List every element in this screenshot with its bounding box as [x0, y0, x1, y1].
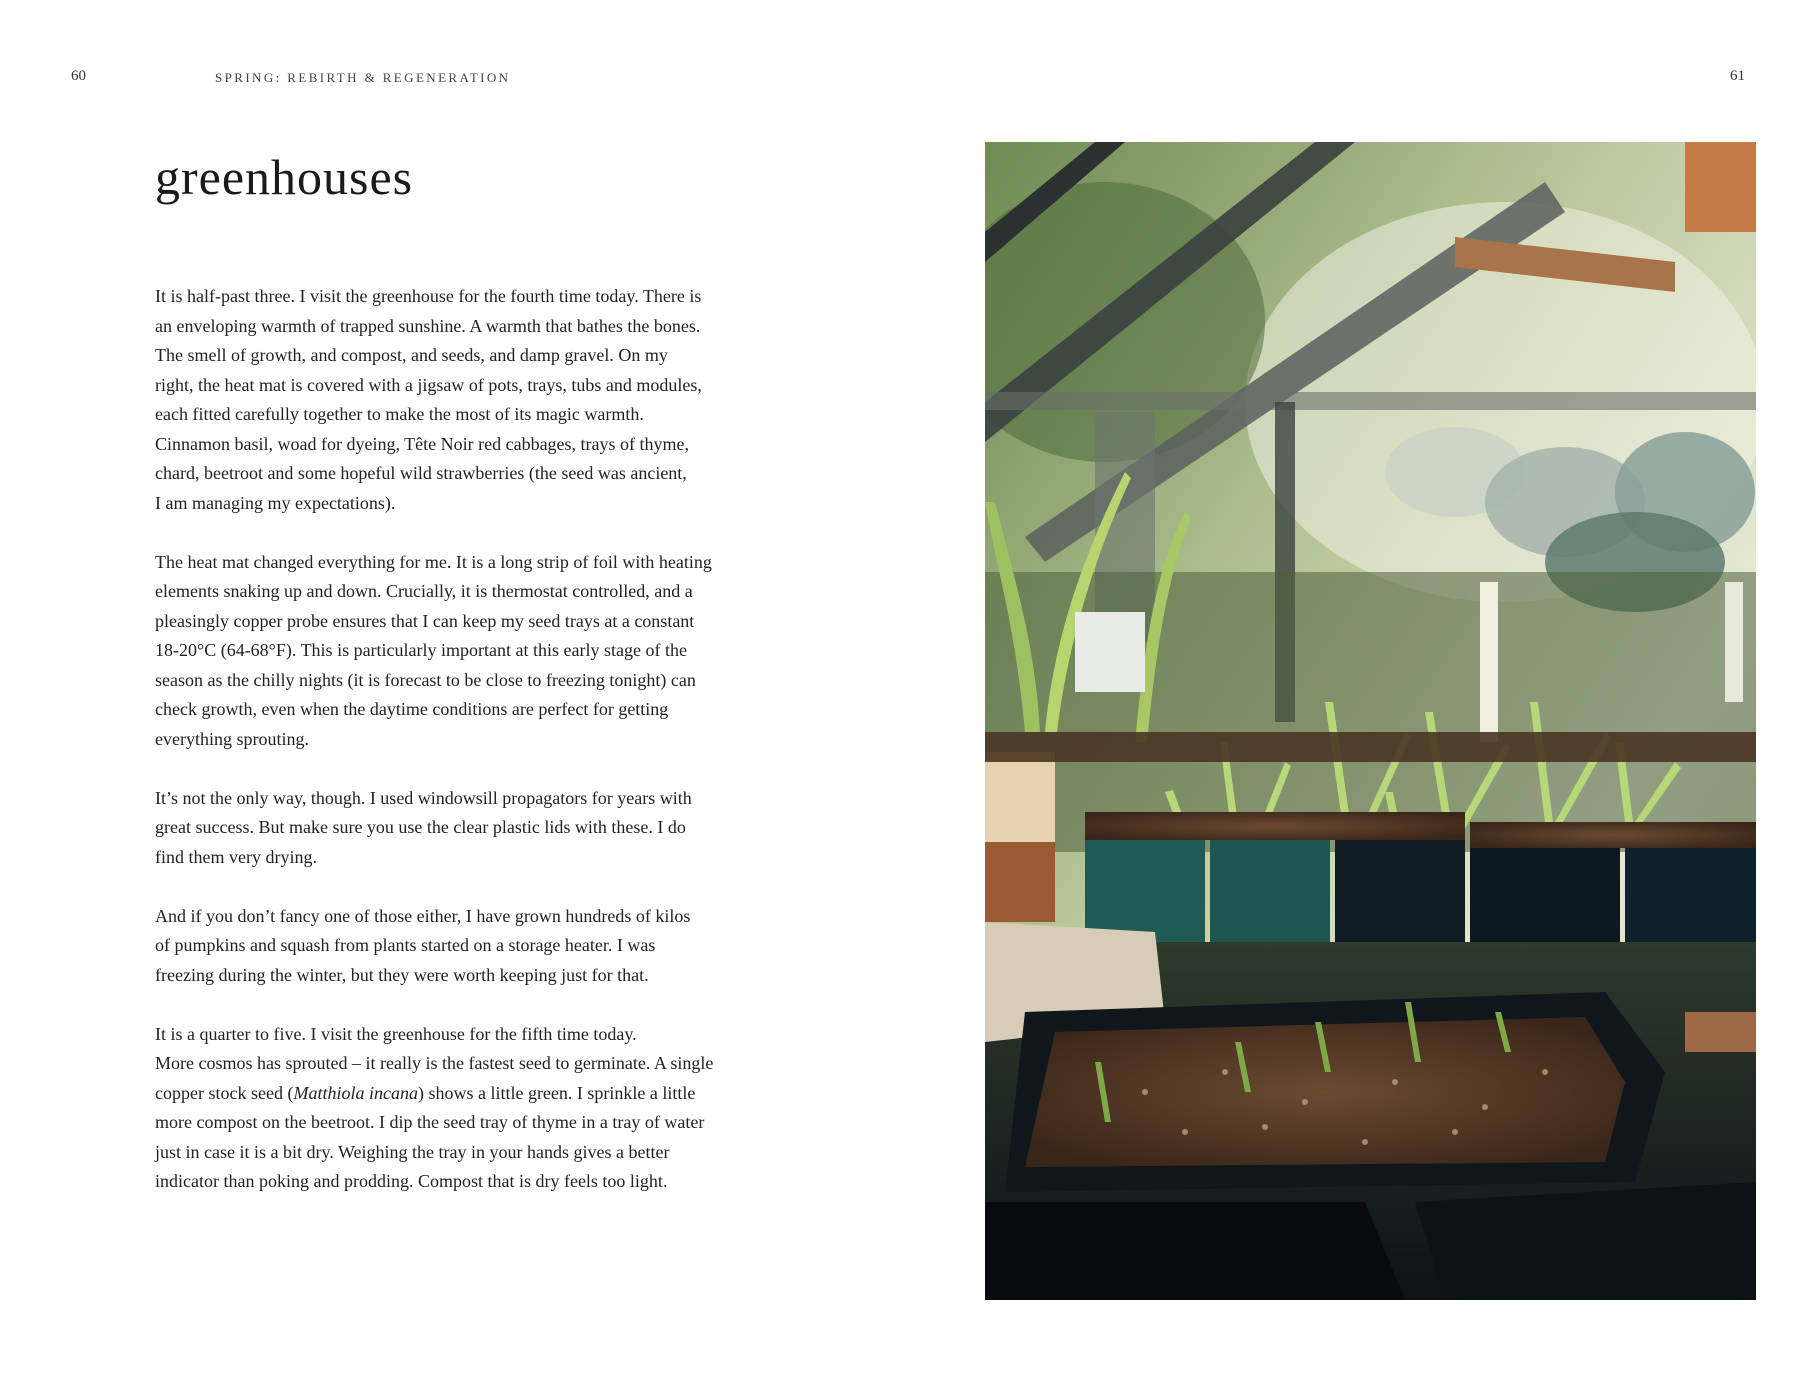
- text-line: find them very drying.: [155, 846, 317, 867]
- text-line: It’s not the only way, though. I used windowsill propagators for years with: [155, 787, 692, 808]
- text-line: [155, 1079, 755, 1109]
- text-line: It is a quarter to five. I visit the greenhouse for the fifth time today.: [155, 1023, 637, 1044]
- text-line: of pumpkins and squash from plants started on a storage heater. I was: [155, 935, 656, 955]
- paragraph-4: [155, 902, 755, 991]
- text-line: The heat mat changed everything for me. It is a long strip of foil with heating: [155, 551, 712, 572]
- text-line: elements snaking up and down. Crucially, it is thermostat controlled, and a: [155, 581, 693, 601]
- page-number-left: 60: [71, 68, 86, 84]
- text-line: an enveloping warmth of trapped sunshine. A warmth that bathes the bones.: [155, 315, 701, 336]
- text-line: It is half-past three. I visit the greenhouse for the fourth time today. There is: [155, 286, 702, 306]
- text-line: 18-20°C (64-68°F). This is particularly important at this early stage of the: [155, 640, 687, 660]
- greenhouse-seedlings-photo: [985, 142, 1756, 1300]
- text-line: check growth, even when the daytime conditions are perfect for getting: [155, 699, 669, 719]
- paragraph-1: [155, 282, 755, 518]
- text-line: each fitted carefully together to make the most of its magic warmth.: [155, 404, 644, 424]
- text-line: great success. But make sure you use the clear plastic lids with these. I do: [155, 817, 686, 837]
- right-page: [903, 0, 1807, 1382]
- body-text: [155, 282, 755, 1226]
- chapter-title: greenhouses: [155, 149, 414, 205]
- text-line: Cinnamon basil, woad for dyeing, Tête Noir red cabbages, trays of thyme,: [155, 433, 690, 454]
- text-line: right, the heat mat is covered with a jigsaw of pots, trays, tubs and modules,: [155, 374, 702, 395]
- text-line: everything sprouting.: [155, 728, 309, 749]
- text-line: The smell of growth, and compost, and seeds, and damp gravel. On my: [155, 345, 668, 365]
- latin-name: Matthiola incana: [293, 1082, 418, 1103]
- paragraph-2: [155, 548, 755, 755]
- paragraph-3: [155, 784, 755, 873]
- left-page: [0, 0, 903, 1382]
- paragraph-5: [155, 1020, 755, 1197]
- text-line: freezing during the winter, but they were worth keeping just for that.: [155, 964, 649, 985]
- text-line: I am managing my expectations).: [155, 492, 396, 513]
- text-run: ) shows a little green. I sprinkle a little: [417, 1082, 696, 1103]
- text-line: indicator than poking and prodding. Compost that is dry feels too light.: [155, 1171, 668, 1191]
- text-line: just in case it is a bit dry. Weighing the tray in your hands gives a better: [155, 1141, 670, 1162]
- text-line: season as the chilly nights (it is forecast to be close to freezing tonight) can: [155, 669, 696, 690]
- text-line: more compost on the beetroot. I dip the seed tray of thyme in a tray of water: [155, 1112, 705, 1132]
- text-line: pleasingly copper probe ensures that I can keep my seed trays at a constant: [155, 610, 695, 631]
- running-head: SPRING: REBIRTH & REGENERATION: [215, 70, 511, 85]
- text-run: copper stock seed (: [155, 1082, 294, 1103]
- text-line: More cosmos has sprouted – it really is the fastest seed to germinate. A single: [155, 1053, 714, 1073]
- page-number-right: 61: [1730, 68, 1745, 84]
- text-line: And if you don’t fancy one of those either, I have grown hundreds of kilos: [155, 905, 691, 926]
- text-line: chard, beetroot and some hopeful wild strawberries (the seed was ancient,: [155, 463, 687, 483]
